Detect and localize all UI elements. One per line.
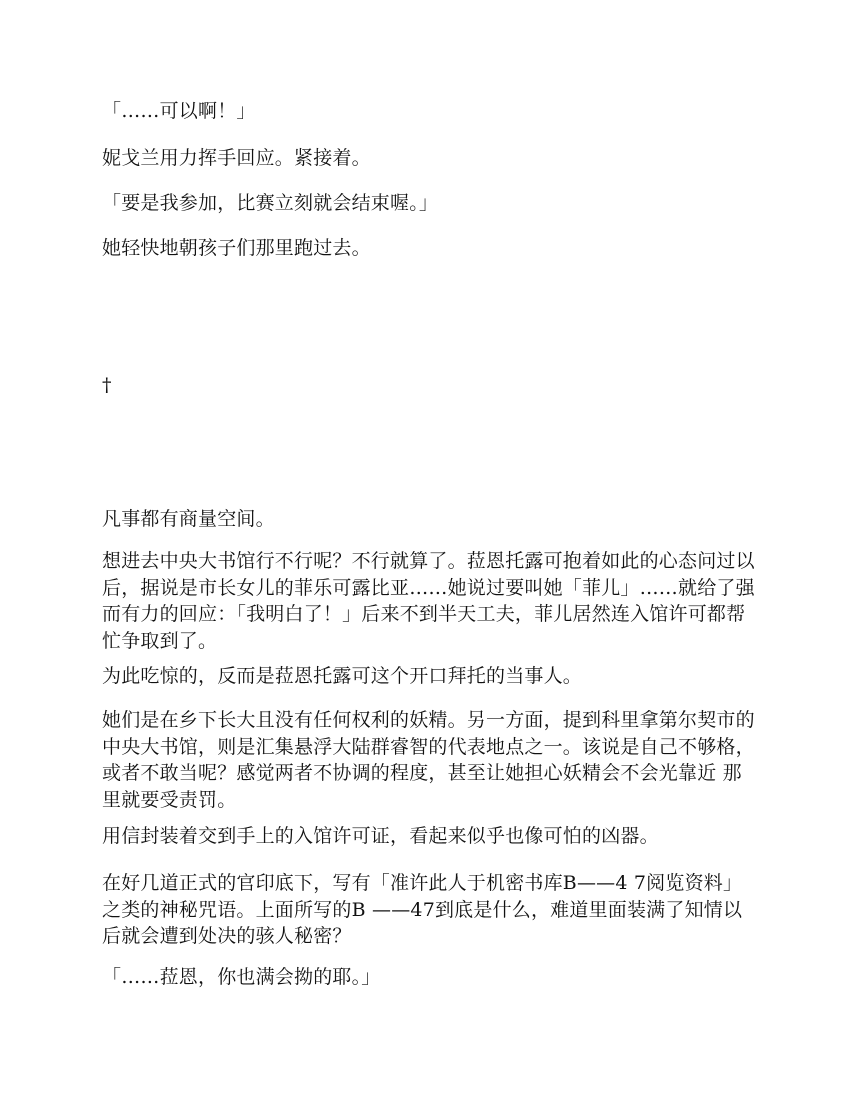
- narration-paragraph: 想进去中央大书馆行不行呢？不行就算了。菈恩托露可抱着如此的心态问过以后，据说是市长女儿的菲乐可露比亚……她说过要叫她「菲儿」……就给了强而有力的回应：「我明白了！」后来不到半天工夫，菲儿居然连入馆许可都帮忙争取到了。: [102, 550, 755, 652]
- narration-paragraph: 为此吃惊的，反而是菈恩托露可这个开口拜托的当事人。: [102, 665, 583, 687]
- dialogue-line: 「要是我参加，比赛立刻就会结束喔。」: [102, 192, 439, 214]
- narration-paragraph: 在好几道正式的官印底下，写有「准许此人于机密书库B——4 7阅览资料」之类的神秘咒语。上面所写的B ——47到底是什么，难道里面装满了知情以后就会遭到处决的骇人秘密？: [102, 872, 743, 947]
- narration-paragraph: 用信封装着交到手上的入馆许可证，看起来似乎也像可怕的凶器。: [102, 825, 659, 847]
- narration-line: 妮戈兰用力挥手回应。紧接着。: [102, 147, 371, 169]
- narration-paragraph: 她们是在乡下长大且没有任何权利的妖精。另一方面，提到科里拿第尔契市的中央大书馆，则是汇集悬浮大陆群睿智的代表地点之一。该说是自己不够格，或者不敢当呢？感觉两者不协调的程度，甚至让她担心妖精会不会光靠近 那里就要受责罚。: [102, 709, 755, 811]
- dialogue-line: 「……菈恩，你也满会拗的耶。」: [102, 966, 381, 988]
- narration-line: 她轻快地朝孩子们那里跑过去。: [102, 237, 371, 259]
- section-break-dagger: †: [102, 374, 112, 396]
- dialogue-line: 「……可以啊！」: [102, 100, 256, 122]
- narration-paragraph: 凡事都有商量空间。: [102, 508, 275, 530]
